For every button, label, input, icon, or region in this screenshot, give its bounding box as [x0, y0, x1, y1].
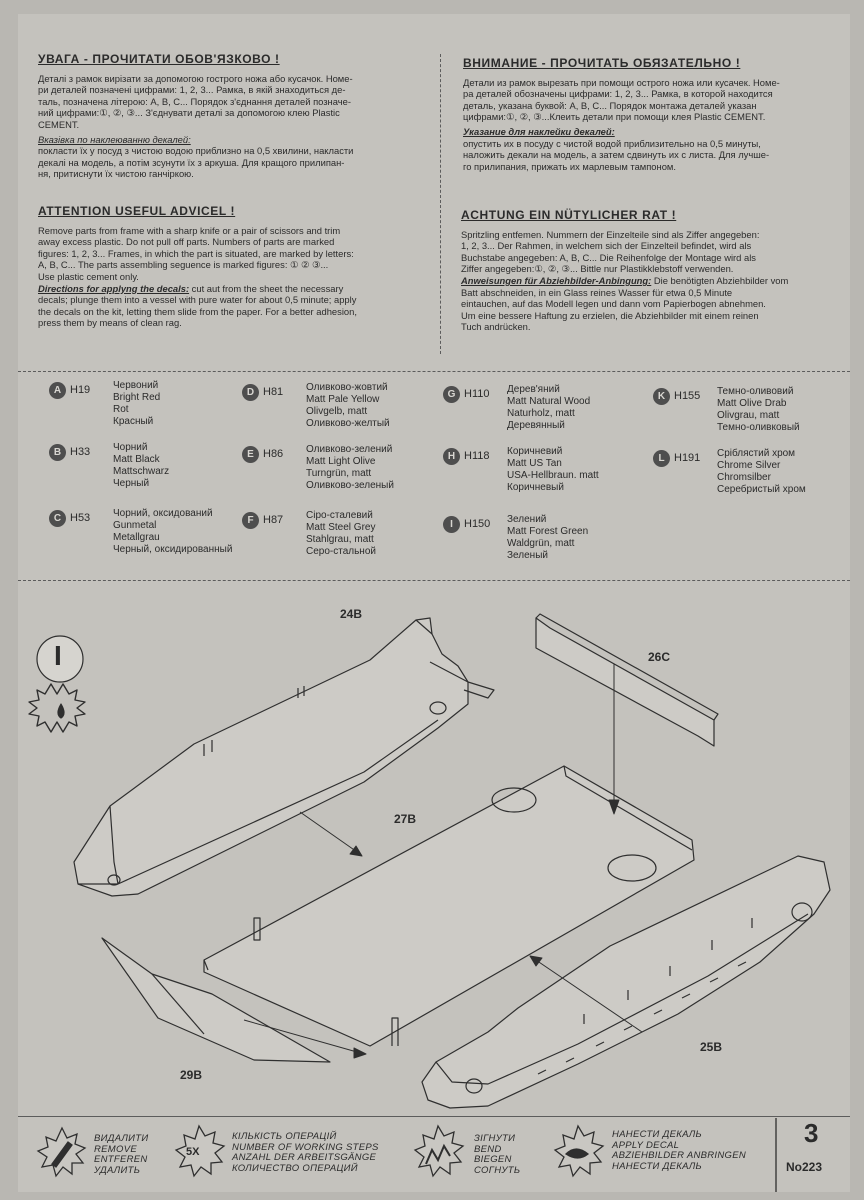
text-line: покласти їх у посуд з чистою водою приблизно на 0,5 хвилини, накласти [38, 145, 354, 157]
text-line: Деталі з рамок вирізати за допомогою гострого ножа або кусачок. Номе- [38, 72, 353, 84]
legend-text: ЗІГНУТИ [474, 1133, 516, 1144]
legend-text: APPLY DECAL [612, 1139, 680, 1151]
paint-letter-badge: E [242, 446, 259, 463]
legend-text: BEND [474, 1143, 502, 1155]
decal-heading-ukrainian: Вказівка по наклеюванню декалей: [38, 133, 191, 145]
paint-name: Темно-оливковый [717, 422, 800, 433]
footer-icons [18, 14, 850, 1192]
paint-name: Серебристый хром [717, 484, 806, 495]
text-line: декалі на модель, а потім зсунути їх з аркуша. Для кращого прилипан- [38, 156, 345, 168]
text-line: press them by means of clean rag. [38, 317, 182, 329]
paint-name: Зелений [507, 514, 547, 525]
heading-ukrainian: УВАГА - ПРОЧИТАТИ ОБОВ'ЯЗКОВО ! [38, 52, 280, 66]
paint-letter-badge: K [653, 388, 670, 405]
text-line: 1, 2, 3... Der Rahmen, in welchem sich der Einzelteil befindet, wird als [461, 240, 752, 252]
text-line: Um eine bessere Haftung zu erzielen, die Abziehbilder mit einem reinen [461, 309, 759, 321]
working-steps-icon [176, 1126, 224, 1176]
paint-code: H87 [263, 514, 284, 526]
text-line: A, B, C... The parts assembling seguence is marked figures: ① ② ③... [38, 259, 329, 271]
paint-letter-badge: H [443, 448, 460, 465]
text-line: figures: 1, 2, 3... Frames, in which the part is situated, are marked by letters: [38, 247, 354, 259]
paint-name: Дерев'яний [507, 384, 560, 395]
text-line: Tuch andrücken. [461, 321, 531, 333]
paint-letter-badge: C [49, 510, 66, 527]
bend-icon [415, 1126, 463, 1176]
paint-name: USA-Hellbraun. matt [507, 470, 599, 481]
paint-name: Matt Black [113, 454, 160, 465]
part-label-25b: 25B [700, 1040, 723, 1054]
paint-code: H33 [70, 446, 91, 458]
legend-text: ВИДАЛИТИ [94, 1133, 149, 1144]
text-line: Ziffer angegeben:①, ②, ③... Bittle nur Plastikklebstoff verwenden. [461, 263, 734, 275]
text-line: cut aut from the sheet the necessary [189, 282, 344, 294]
part-label-29b: 29B [180, 1068, 203, 1082]
paint-name: Mattschwarz [113, 466, 170, 477]
paint-letter-badge: D [242, 384, 259, 401]
legend-working-steps [232, 1132, 379, 1174]
apply-decal-icon [555, 1126, 603, 1176]
text-line: eintauchen, auf das Modell legen und dann vom Papierbogen abnehmen. [461, 298, 766, 310]
paint-name: Matt Natural Wood [507, 396, 591, 407]
legend-text: ABZIEHBILDER ANBRINGEN [612, 1150, 746, 1161]
paint-name: Gunmetal [113, 520, 157, 531]
paint-name: Bright Red [113, 392, 161, 403]
paint-code: H81 [263, 386, 284, 398]
legend-apply-decal [612, 1130, 746, 1172]
text-line: Детали из рамок вырезать при помощи острого ножа или кусачек. Номе- [463, 76, 780, 88]
paint-name: Matt Steel Grey [306, 522, 376, 533]
decal-heading-german: Anweisungen für Abziehbilder-Anbingung: [461, 274, 652, 286]
paint-letter-badge: G [443, 386, 460, 403]
legend-bend [474, 1134, 520, 1176]
paint-name: Stahlgrau, matt [306, 534, 374, 545]
paint-name: Оливково-зеленый [306, 480, 394, 491]
text-line: наложить декали на модель, а затем сдвинуть их с листа. Для лучше- [463, 149, 770, 161]
paint-name: Красный [113, 416, 154, 427]
paint-name: Чорний, оксидований [113, 508, 213, 519]
heading-russian: ВНИМАНИЕ - ПРОЧИТАТЬ ОБЯЗАТЕЛЬНО ! [463, 56, 741, 70]
paint-code: H110 [464, 388, 490, 400]
part-label-26c: 26C [648, 650, 671, 664]
paint-name: Chromsilber [717, 472, 771, 483]
paint-code: H191 [674, 452, 701, 464]
text-line: CEMENT. [38, 118, 80, 130]
legend-remove [94, 1134, 148, 1176]
legend-text: REMOVE [94, 1143, 137, 1155]
paint-name: Зеленый [507, 550, 548, 561]
paint-name: Matt Pale Yellow [306, 394, 380, 405]
paint-name: Olivgrau, matt [717, 410, 780, 421]
part-label-27b: 27B [394, 812, 417, 826]
paint-name: Turngrün, matt [306, 468, 372, 479]
paint-letter-badge: L [653, 450, 670, 467]
text-line: Remove parts from frame with a sharp knife or a pair of scissors and trim [38, 224, 341, 236]
paint-name: Olivgelb, matt [306, 406, 368, 417]
text-line: ня, притиснути їх чистою ганчіркою. [38, 168, 194, 180]
text-line: опустить их в посуду с чистой водой приблизительно на 0,5 минуты, [463, 137, 761, 149]
text-line: Use plastic cement only. [38, 270, 139, 282]
decal-heading-russian: Указание для наклейки декалей: [463, 125, 615, 137]
paint-letter-badge: I [443, 516, 460, 533]
paint-name: Metallgrau [113, 532, 160, 543]
text-line: ний цифрами:①, ②, ③... З'єднувати деталі за допомогою клею Plastic [38, 107, 340, 119]
paint-name: Червоний [113, 380, 159, 391]
page-number: 3 [804, 1118, 819, 1148]
paint-name: Оливково-зелений [306, 444, 393, 455]
heading-english: ATTENTION USEFUL ADVICEL ! [38, 204, 236, 218]
paint-name: Деревянный [507, 420, 565, 431]
paint-name: Matt Light Olive [306, 456, 376, 467]
text-line: Die benötigten Abziehbilder vom [651, 274, 789, 286]
paint-name: Оливково-жовтий [306, 382, 388, 393]
text-line: the decals on the kit, letting them slide from the paper. For a better adhesion, [38, 305, 357, 317]
paint-name: Matt Forest Green [507, 526, 589, 537]
legend-text: ANZAHL DER ARBEITSGÄNGE [232, 1152, 377, 1163]
legend-text: НАНЕСТИ ДЕКАЛЬ [612, 1160, 703, 1172]
instruction-sheet [18, 14, 850, 1192]
decal-heading-english: Directions for applyng the decals: [38, 282, 190, 294]
step-roman-numeral: I [54, 640, 62, 671]
paint-name: Rot [113, 404, 129, 415]
paint-letter-badge: B [49, 444, 66, 461]
paint-code: H155 [674, 390, 701, 402]
paint-name: Сіро-сталевий [306, 510, 373, 521]
paint-name: Оливково-желтый [306, 418, 390, 429]
paint-name: Коричневый [507, 482, 564, 493]
heading-german: ACHTUNG EIN NÜTYLICHER RAT ! [461, 208, 677, 222]
paint-name: Waldgrün, matt [507, 538, 575, 549]
legend-text: УДАЛИТЬ [94, 1164, 141, 1176]
paint-code: H86 [263, 448, 284, 460]
part-label-24b: 24B [340, 607, 363, 621]
text-line: ра деталей обозначены цифрами: 1, 2, 3... Рамка, в которой находится [463, 88, 773, 100]
remove-icon [38, 1128, 85, 1176]
paint-name: Naturholz, matt [507, 408, 575, 419]
paint-letter-badge: F [242, 512, 259, 529]
paint-name: Чорний [113, 442, 148, 453]
text-line: away excess plastic. Do not pull off parts. Numbers of parts are marked [38, 236, 335, 248]
paint-name: Серо-стальной [306, 546, 376, 557]
paint-name: Chrome Silver [717, 460, 781, 471]
legend-text: BIEGEN [474, 1154, 512, 1165]
paint-code: H19 [70, 384, 91, 396]
text-line: decals; plunge them into a vessel with pure water for about 0,5 minute; apply [38, 294, 357, 306]
kit-number: No223 [786, 1160, 823, 1174]
legend-text: НАНЕСТИ ДЕКАЛЬ [612, 1129, 703, 1140]
text-line: деталь, указана буквой: A, B, C... Порядок монтажа деталей указан [463, 99, 757, 111]
text-line: Buchstabe angegeben: A, B, C... Die Reihenfolge der Montage wird als [461, 251, 756, 263]
legend-text: КІЛЬКІСТЬ ОПЕРАЦІЙ [232, 1131, 337, 1142]
paint-name: Черный [113, 478, 150, 489]
text-line: го прилипания, прижать их марлевым тампоном. [463, 160, 676, 172]
legend-text: КОЛИЧЕСТВО ОПЕРАЦИЙ [232, 1162, 358, 1174]
text-line: цифрами:①, ②, ③...Клеить детали при помощи клея Plastic CEMENT. [463, 111, 766, 123]
working-steps-mark: 5X [186, 1146, 200, 1158]
paint-code: H150 [464, 518, 491, 530]
paint-name: Коричневий [507, 446, 563, 457]
paint-name: Темно-оливовий [717, 386, 794, 397]
text-line: ри деталей позначені цифрами: 1, 2, 3... Рамка, в якій знаходиться де- [38, 84, 346, 96]
paint-name: Черный, оксидированный [113, 544, 233, 555]
paint-name: Matt Olive Drab [717, 398, 787, 409]
paint-name: Сріблястий хром [717, 448, 796, 459]
text-line: таль, позначена літерою: A, B, C... Порядок з'єднання деталей позначе- [38, 95, 351, 107]
paint-letter-badge: A [49, 382, 66, 399]
paint-name: Matt US Tan [507, 458, 562, 469]
legend-text: СОГНУТЬ [474, 1164, 521, 1176]
paint-code: H53 [70, 512, 91, 524]
text-line: Batt abschneiden, in ein Glass reines Wasser für etwa 0,5 Minute [461, 286, 733, 298]
text-line: Spritzling entfemen. Nummern der Einzelteile sind als Ziffer angegeben: [461, 228, 760, 240]
paint-code: H118 [464, 450, 490, 462]
legend-text: ENTFEREN [94, 1154, 148, 1165]
legend-text: NUMBER OF WORKING STEPS [232, 1141, 379, 1153]
